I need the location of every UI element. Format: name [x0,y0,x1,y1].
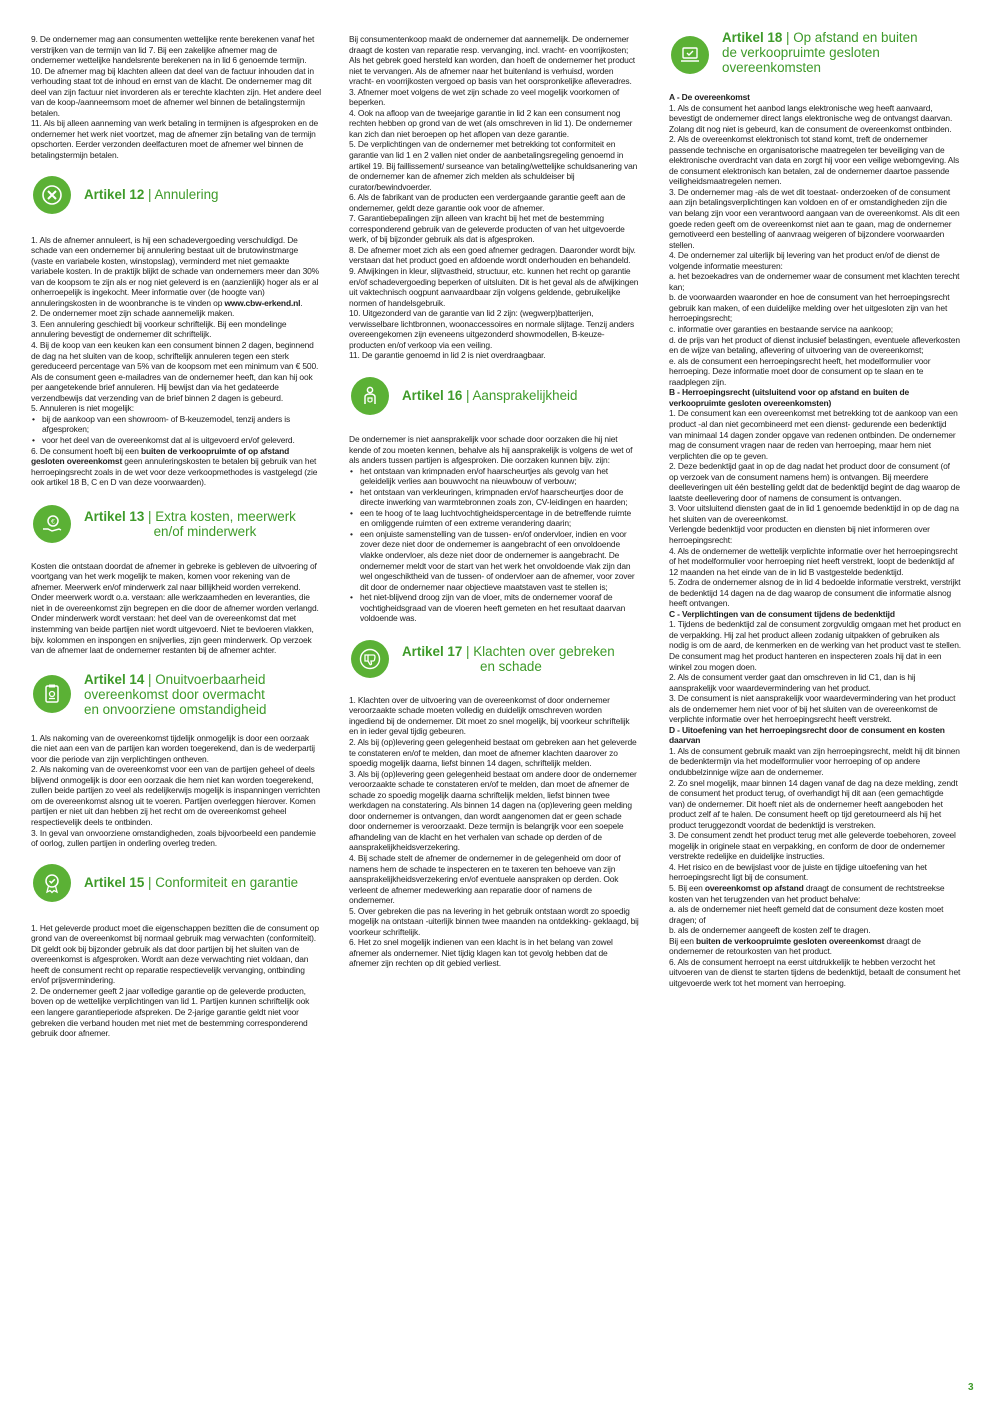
person-shield-icon [351,377,389,415]
paragraph: 1. De consument kan een overeenkomst met betrekking tot de aankoop van een product -al dan niet gecombineerd met een dienst- gedurende een bedenktijd van minimaal 14 dagen zonder opgave van redenen ontbinden. De ondernemer mag de consument vragen naar de reden van herroeping, maar hem niet verplichten die op te geven. [669,408,958,461]
separator: | [144,671,156,687]
award-ribbon-icon [33,864,71,902]
text: geen annuleringskosten te betalen bij gebruik van het herroepingsrecht zoals in de wet voor deze verkoopmethodes is vastgelegd (zie ook artikel 18 B, C en D van deze voorwaarden). [31,456,318,488]
text: Bij een [669,935,696,946]
laptop-check-icon [671,36,709,74]
article-title-line3: overeenkomsten [722,60,821,75]
paragraph: 3. Een annulering geschiedt bij voorkeur schriftelijk. Bij een mondelinge annulering bevestigt de ondernemer dit schriftelijk. [31,318,287,340]
list-item: • het niet-blijvend droog zijn van de vloer, mits de ondernemer vooraf de vochtigheidsgraad van de vloeren heeft gemeten en het resultaat daarvan voldoende was. [360,592,639,624]
paragraph: 11. De garantie genoemd in lid 2 is niet overdraagbaar. [349,350,546,361]
paragraph: e. als de consument een herroepingsrecht heeft, het modelformulier voor herroeping. Deze informatie moet door de consument op te slaan en te raadplegen zijn. [669,355,931,387]
bold-text: buiten de verkoopruimte of op afstand gesloten overeenkomst [31,445,290,467]
paragraph: 5. Over gebreken die pas na levering in het gebruik ontstaan wordt zo spoedig mogelijk na ontstaan -uiterlijk binnen twee maanden na ontdekking- geklaagd, bij voorkeur schriftelijk. [349,905,639,937]
list-item: • een onjuiste samenstelling van de tussen- en/of ondervloer, indien en voor zover deze niet door de ondernemer is aangebracht of een onvoldoende vlakke ondervloer, als deze niet door de ondernemer is aangebracht. De ondernemer meldt voor de start van het werk het onvoldoende vlak zijn dan wel ongeschiktheid van de tussen- of ondervloer aan de afnemer, voor zover dit door de ondernemer naar objectieve maatstaven vast te stellen is; [360,529,639,592]
separator: | [144,875,156,891]
article-17-heading [349,640,639,678]
paragraph: 3. De ondernemer mag -als de wet dit toestaat- onderzoeken of de consument aan zijn betalingsverplichtingen kan voldoen en of er omstandigheden zijn die van belang zijn voor een verantwoord aangaan van de overeenkomst. Als dit een goede reden geeft om de overeenkomst niet aan te gaan, mag de ondernemer gemotiveerd een bestelling of aanvraag weigeren of bijzondere voorwaarden stellen. [669,186,960,250]
article-number: Artikel 15 [84,875,145,891]
separator: | [462,643,474,659]
paragraph: 1. Klachten over de uitvoering van de overeenkomst of door ondernemer veroorzaakte schade moeten volledig en duidelijk omschreven worden ingediend bij de ondernemer. Dit moet zo snel mogelijk, bij voorkeur schriftelijk en in ieder geval tijdig gebeuren. [349,694,630,737]
paragraph: d. de prijs van het product of dienst inclusief belastingen, eventuele afleverkosten en de wijze van betaling, aflevering of uitvoering van de overeenkomst; [669,334,960,356]
paragraph: Als het gebrek goed hersteld kan worden, dan hoeft de ondernemer het product niet te vervangen. Als de afnemer naar het buitenland is verhuisd, worden vracht- en voorrijkosten vergoed op basis van het oorspronkelijke afleveradres. [349,55,635,87]
article-number: Artikel 13 [84,508,145,524]
article-title: Klachten over gebreken [473,643,615,659]
cbw-link[interactable]: www.cbw-erkend.nl [224,297,301,308]
paragraph: 10. De afnemer mag bij klachten alleen dat deel van de factuur inhouden dat in verhouding staat tot de inhoud en ernst van de klacht. De ondernemer mag dit deel van zijn factuur niet invorderen als er terechte klachten zijn. Het andere deel van de koop-/aanneemsom moet de afnemer wel binnen de betalingstermijn betalen. [31,65,321,118]
paragraph: 4. Als de ondernemer de wettelijk verplichte informatie over het herroepingsrecht of het modelformulier voor herroeping niet heeft verstrekt, loopt de bedenktijd af 12 maanden na het einde van de in lid B vastgestelde bedenktijd. [669,545,958,577]
article-title-line3: en onvoorziene omstandigheid [84,701,267,717]
paragraph: b. als de ondernemer aangeeft de kosten zelf te dragen. [669,925,871,936]
euro-hand-icon [33,505,71,543]
bold-text: overeenkomst op afstand [704,883,804,894]
text: draagt de ondernemer de retourkosten van het product. [669,935,921,957]
paragraph: 10. Uitgezonderd van de garantie van lid 2 zijn: (wegwerp)batterijen, verwisselbare lichtbronnen, woonaccessoires en normale slijtage. Tenzij anders overeengekomen zijn eveneens uitgezonderd showmodellen, B-keuze-producten en/of verkoop via een veiling. [349,308,635,350]
paragraph: 2. Als nakoming van de overeenkomst voor een van de partijen geheel of deels blijvend onmogelijk is door een oorzaak die hem niet kan worden toegerekend, zullen beide partijen zo veel als redelijkerwijs mogelijk is inspanningen verrichten om de overeenkomst alsnog uit te voeren. Partijen overleggen hierover. Komen partijen er niet uit dan hebben zij het recht om de overeenkomst geheel respectievelijk deels te ontbinden. [31,764,320,827]
svg-text:€: € [51,517,55,526]
article-number: Artikel 16 [402,388,463,404]
paragraph: b. de voorwaarden waaronder en hoe de consument van het herroepingsrecht gebruik kan maken, of een duidelijke melding over het uitgesloten zijn van het herroepingsrecht; [669,292,950,324]
article-number: Artikel 18 [722,30,783,45]
paragraph: 1. Tijdens de bedenktijd zal de consument zorgvuldig omgaan met het product en de verpakking. Hij zal het product alleen zodanig uitpakken of gebruiken als nodig is om de aard, de kenmerken en de werking van het product vast te stellen. De consument mag het product hanteren en inspecteren zoals hij dat in een winkel zou mogen doen. [669,619,961,672]
paragraph: 2. Deze bedenktijd gaat in op de dag nadat het product door de consument (of op verzoek van de consument namens hem) is ontvangen. Bij meerdere deelleveringen uit één bestelling geldt dat de bedenktijd begint de dag waarop de laatste deellevering door of namens de consument is ontvangen. [669,461,960,503]
article-title-line2: de verkoopruimte gesloten [722,45,880,60]
thumbs-down-icon [351,640,389,678]
article-12-heading [31,176,321,214]
column-3 [669,26,961,988]
paragraph: De ondernemer is niet aansprakelijk voor schade door oorzaken die hij niet kende of zou moeten kennen, behalve als hij aansprakelijk is volgens de wet of als anders tussen partijen is afgesproken. Die oorzaken kunnen bijv. zijn: [349,433,633,466]
list-item: • een te hoog of te laag luchtvochtigheidspercentage in de betreffende ruimte en omliggende ruimten of een extreme verandering daarin; [360,508,639,529]
paragraph: 5. De verplichtingen van de ondernemer met betrekking tot conformiteit en garantie van lid 1 en 2 vallen niet onder de aanbetalingsregeling genoemd in artikel 19. Bij faillissement/ surseance van betaling/wettelijke schuldsanering van de ondernemer kan de afnemer zich melden als schuldeiser bij curator/bewindvoerder. [349,139,638,192]
paragraph: 4. Het risico en de bewijslast voor de juiste en tijdige uitoefening van het herroepingsrecht ligt bij de consument. [669,861,927,883]
section-heading: B - Herroepingsrecht (uitsluitend voor op afstand en buiten de verkoopruimte gesloten overeenkomsten) [669,387,910,408]
section-heading: A - De overeenkomst [669,92,750,102]
bullet-list [349,466,639,624]
paragraph: 9. Afwijkingen in kleur, slijtvastheid, structuur, etc. kunnen het recht op garantie en/of schadevergoeding beperken of uitsluiten. Dit is het geval als de afwijkingen uit vaktechnisch oogpunt aanvaardbaar zijn volgens geldende, gebruikelijke normen of handelsgebruik. [349,266,639,308]
section-heading: D - Uitoefening van het herroepingsrecht door de consument en kosten daarvan [669,724,945,746]
paragraph: 1. Als de consument het aanbod langs elektronische weg heeft aanvaard, bevestigt de ondernemer direct langs elektronische weg de ontvangst daarvan. Zolang dit nog niet is gebeurd, kan de consument de overeenkomst ontbinden. [669,102,953,134]
paragraph: 2. Als de consument verder gaat dan omschreven in lid C1, dan is hij aansprakelijk voor waardevermindering van het product. [669,672,916,693]
list-item: • bij de aankoop van een showroom- of B-keuzemodel, tenzij anders is afgesproken; [42,414,321,435]
article-15-heading [31,864,321,902]
paragraph: c. informatie over garanties en bestaande service na aankoop; [669,324,893,335]
bullet-list [31,414,321,446]
article-title-line2: en/of minderwerk [153,523,257,539]
article-title-line2: en schade [480,658,542,674]
paragraph: a. het bezoekadres van de ondernemer waar de consument met klachten terecht kan; [669,271,960,292]
paragraph: 4. Bij schade stelt de afnemer de ondernemer in de gelegenheid om door of namens hem de schade te inspecteren en te taxeren ten behoeve van zijn aansprakelijkheidsverzekering en/of eventuele aanspraken op derden. Ook verleent de afnemer medewerking aan reparatie door of namens de ondernemer. [349,853,621,906]
bold-text: buiten de verkoopruimte gesloten overeenkomst [695,935,885,946]
paragraph: 1. Als nakoming van de overeenkomst tijdelijk onmogelijk is door een oorzaak die niet aan een van de partijen kan worden toegerekend, dan is de wederpartij voor die periode van zijn verplichtingen ontheven. [31,732,315,764]
paragraph: 2. De ondernemer geeft 2 jaar volledige garantie op de geleverde producten, boven op de wettelijke verplichtingen van lid 1. Partijen kunnen schriftelijk ook een langere garantieperiode afspreken. De 2-jarige garantie geldt niet voor gebreken die verband houden met niet met de bestemming corresponderend gebruik door afnemer. [31,985,310,1039]
paragraph: 8. De afnemer moet zich als een goed afnemer gedragen. Daaronder wordt bijv. verstaan dat het product goed en afdoende wordt onderhouden en behandeld. [349,244,636,266]
column-1 [31,34,321,1039]
article-title-line2: overeenkomst door overmacht [84,686,265,702]
article-number: Artikel 12 [84,187,145,203]
list-item: • het ontstaan van verkleuringen, krimpnaden en/of haarscheurtjes door de directe inwerking van warmtebronnen zoals zon, CV-leidingen en haarden; [360,487,639,508]
article-title: Onuitvoerbaarheid [155,671,266,687]
article-title: Conformiteit en garantie [155,875,299,891]
list-item: • voor het deel van de overeenkomst dat al is uitgevoerd en/of geleverd. [42,435,321,446]
article-13-heading [31,505,321,543]
paragraph [669,936,961,957]
paragraph: 5. Zodra de ondernemer alsnog de in lid 4 bedoelde informatie verstrekt, verstrijkt de bedenktijd 14 dagen na de dag waarop de consument die informatie alsnog heeft ontvangen. [669,577,961,609]
article-18-heading [669,30,961,75]
article-title: Op afstand en buiten [793,30,918,45]
article-title: Annulering [154,187,219,203]
paragraph: 3. De consument zendt het product terug met alle geleverde toebehoren, zoveel mogelijk in originele staat en verpakking, en conform de door de ondernemer verstrekte redelijke en duidelijke instructies. [669,830,956,862]
paragraph: 5. Annuleren is niet mogelijk: [31,403,134,414]
text: 1. Als de afnemer annuleert, is hij een schadevergoeding verschuldigd. De schade van een ondernemer bij annulering bestaat uit de brutowinstmarge (vaste en variabele kosten, winstopslag), verminderd met niet gemaakte variabele kosten. In de praktijk blijkt de schade van ondernemers meer dan 30% van de koopsom te zijn als er nog niet geleverd is en (aanzienlijk) hoger als er al onherroepelijk is ingekocht. Meer informatie over (de hoogte van) annuleringskosten in de woonbranche is te vinden op [31,234,320,308]
paragraph: 7. Garantiebepalingen zijn alleen van kracht bij het met de bestemming corresponderend gebruik van de geleverde producten of van het uitgevoerde werk, of bij bijzonder gebruik als dat is afgesproken. [349,213,625,245]
paragraph: 11. Als bij alleen aanneming van werk betaling in termijnen is afgesproken en de ondernemer het werk niet voortzet, mag de afnemer zijn betaling van de termijn opschorten. Eerder verzonden deelfacturen moet de afnemer wel binnen de betalingstermijn betalen. [31,118,319,161]
paragraph: 3. Voor uitsluitend diensten gaat de in lid 1 genoemde bedenktijd in op de dag na het sluiten van de overeenkomst. [669,503,959,524]
paragraph: 1. Het geleverde product moet die eigenschappen bezitten die de consument op grond van de overeenkomst bij normaal gebruik mag verwachten (conformiteit). Dit geldt ook bij bijzonder gebruik als dat door partijen bij het sluiten van de overeenkomst is afgesproken. Wordt aan deze verwachting niet voldaan, dan heeft de consument recht op reparatie respectievelijk vervanging, ontbinding en/of prijsvermindering. [31,922,319,986]
text: 5. Bij een [669,883,705,894]
cancel-icon [33,176,71,214]
paragraph [669,883,961,904]
paragraph: Bij consumentenkoop maakt de ondernemer dat aannemelijk. De ondernemer draagt de kosten van reparatie resp. vervanging, incl. vracht- en voorrijkosten; [349,34,629,55]
paragraph [31,235,321,309]
article-title: Extra kosten, meerwerk [155,508,296,524]
paragraph: Verlengde bedenktijd voor producten en diensten bij niet informeren over herroepingsrecht: [669,524,930,545]
paragraph: Kosten die ontstaan doordat de afnemer in gebreke is gebleven de uitvoering of voortgang van het werk mogelijk te maken, komen voor rekening van de afnemer. Meerwerk en/of minderwerk zal naar billijkheid worden verrekend. Onder meerwerk wordt o.a. verstaan: alle werkzaamheden en leveranties, die niet in de overeenkomst zijn begrepen en die door de afnemer worden verlangd. Onder minderwerk wordt verstaan: het deel van de overeenkomst dat met instemming van beide partijen niet wordt uitgevoerd. Niet te bevloeren vlakken, bijv. kolommen en inspongen en snijverlies, zijn geen minderwerk. Op verzoek van de afnemer laat de ondernemer restanten bij de afnemer achter. [31,560,319,656]
text: 6. De consument hoeft bij een [31,445,141,456]
paragraph: 6. Als de consument herroept na eerst uitdrukkelijk te hebben verzocht het uitvoeren van de dienst te starten tijdens de bedenktijd, betaalt de consument het uitgevoerde werk tot het moment van herroeping. [669,956,961,988]
paragraph: 2. Zo snel mogelijk, maar binnen 14 dagen vanaf de dag na deze melding, zendt de consument het product terug, of overhandigt hij dit aan (een gemachtigde van) de ondernemer. Dit hoeft niet als de ondernemer heeft aangeboden het product zelf af te halen. De consument heeft op tijd geretourneerd als hij het product teruggezondt voordat de bedenktijd is verstreken. [669,777,958,830]
column-2 [349,34,639,969]
paragraph: 4. Ook na afloop van de tweejarige garantie in lid 2 kan een consument nog rechten hebben op grond van de wet (als omschreven in lid 1). De ondernemer kan zich dan niet beroepen op het aflopen van deze garantie. [349,107,633,139]
paragraph: 2. De ondernemer moet zijn schade aannemelijk maken. [31,308,235,319]
clipboard-icon [33,675,71,713]
section-heading: C - Verplichtingen van de consument tijdens de bedenktijd [669,608,895,619]
separator: | [782,30,794,45]
list-item: • het ontstaan van krimpnaden en/of haarscheurtjes als gevolg van het geleidelijk verlies aan bouwvocht na nieuwbouw of verbouw; [360,466,639,487]
paragraph: 4. Bij de koop van een keuken kan een consument binnen 2 dagen, beginnend de dag na het sluiten van de koop, schriftelijk annuleren tegen een sterk gereduceerd percentage van 5% van de koopsom met een minimum van € 500. Als de consument geen e-mailadres van de ondernemer heeft, dan kan hij ook per aangetekende brief annuleren. Hij bewijst dan via het gedateerde verzendbewijs dat verzending van de brief binnen 2 dagen is gebeurd. [31,340,319,403]
article-title: Aansprakelijkheid [472,388,578,404]
article-14-heading [31,672,321,717]
paragraph: 9. De ondernemer mag aan consumenten wettelijke rente berekenen vanaf het verstrijken van de termijn van lid 7. Bij een zakelijke afnemer mag de ondernemer wettelijke handelsrente berekenen na in lid 6 genoemde termijn. [31,34,315,66]
article-number: Artikel 14 [84,671,145,687]
separator: | [462,388,473,404]
paragraph: 3. Als bij (op)levering geen gelegenheid bestaat om andere door de ondernemer veroorzaakte schade te constateren en/of te melden, dan moet de afnemer de schade zo spoedig mogelijk daarna schriftelijk melden, liefst binnen twee werkdagen na constatering. Als binnen 14 dagen na (op)levering geen melding door ondernemer is ontvangen, dan wordt aangenomen dat er geen schade door ondernemer is veroorzaakt. Deze termijn is belangrijk voor een soepele afhandeling van de klacht en het verhalen van schade op derden of de aansprakelijkheidsverzekering. [349,768,637,853]
text: draagt de consument de rechtstreekse kosten van het terugzenden van het product behalve: [669,883,945,904]
paragraph: 3. In geval van onvoorziene omstandigheden, zoals bijvoorbeeld een pandemie of oorlog, zullen partijen in onderling overleg treden. [31,827,316,849]
paragraph: 4. De ondernemer zal uiterlijk bij levering van het product en/of de dienst de volgende informatie meesturen: [669,250,940,271]
paragraph: 6. Als de fabrikant van de producten een verdergaande garantie geeft aan de ondernemer, geldt deze garantie ook voor de afnemer. [349,192,626,213]
paragraph: 2. Als de overeenkomst elektronisch tot stand komt, treft de ondernemer passende technische en organisatorische maatregelen ter beveiliging van de elektronische overdracht van data en zorgt hij voor een veilige webomgeving. Als de consument elektronisch kan betalen, zal de ondernemer daartoe passende veiligheidsmaatregelen nemen. [669,134,960,187]
paragraph: 3. De consument is niet aansprakelijk voor waardevermindering van het product als de ondernemer hem niet voor of bij het sluiten van de overeenkomst de verplichte informatie over het herroepingsrecht heeft verstrekt. [669,693,956,725]
article-number: Artikel 17 [402,643,463,659]
paragraph: a. als de ondernemer niet heeft gemeld dat de consument deze kosten moet dragen; of [669,904,944,925]
paragraph: 1. Als de consument gebruik maakt van zijn herroepingsrecht, meldt hij dit binnen de bedenktermijn via het modelformulier voor herroeping of op andere ondubbelzinnige wijze aan de ondernemer. [669,745,960,777]
article-16-heading [349,377,639,415]
paragraph: 6. Het zo snel mogelijk indienen van een klacht is in het belang van zowel afnemer als ondernemer. Niet tijdig klagen kan tot gevolg hebben dat de afnemer zijn rechten op dit gebied verliest. [349,937,613,969]
separator: | [144,187,155,203]
paragraph [31,446,321,488]
page-number: 3 [968,1382,974,1393]
text: . [300,297,303,308]
paragraph: 3. Afnemer moet volgens de wet zijn schade zo veel mogelijk voorkomen of beperken. [349,86,620,108]
separator: | [144,508,156,524]
paragraph: 2. Als bij (op)levering geen gelegenheid bestaat om gebreken aan het geleverde te constateren en/of te melden, dan moet de afnemer klachten daarover zo spoedig mogelijk daarna, liefst binnen 14 dagen, schriftelijk melden. [349,736,637,769]
